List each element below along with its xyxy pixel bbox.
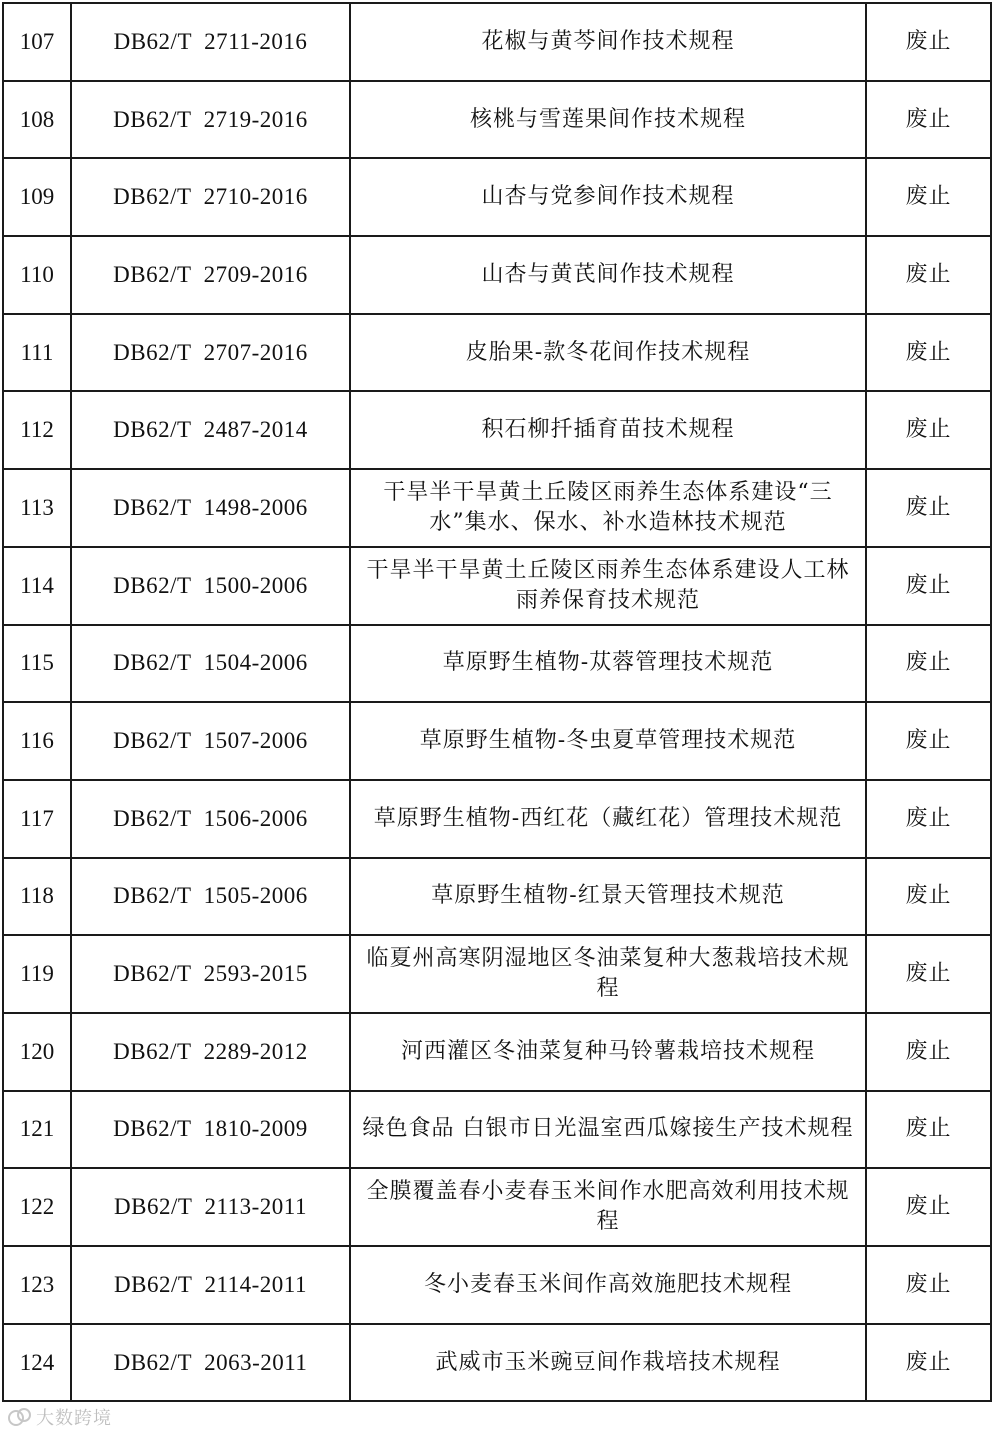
standard-name-cell: 干旱半干旱黄土丘陵区雨养生态体系建设“三水”集水、保水、补水造林技术规范: [350, 469, 866, 547]
standard-name-cell: 草原野生植物-冬虫夏草管理技术规范: [350, 702, 866, 780]
standard-code-cell: DB62/T 2114-2011: [71, 1246, 350, 1324]
table-row: [3, 547, 991, 625]
standard-name-cell: 全膜覆盖春小麦春玉米间作水肥高效利用技术规程: [350, 1168, 866, 1246]
standard-code-cell: DB62/T 2289-2012: [71, 1013, 350, 1091]
standard-name-cell: 绿色食品 白银市日光温室西瓜嫁接生产技术规程: [350, 1091, 866, 1169]
standard-name-cell: 核桃与雪莲果间作技术规程: [350, 81, 866, 159]
status-cell: 废止: [866, 858, 991, 936]
status-cell: 废止: [866, 3, 991, 81]
standard-code-cell: DB62/T 2707-2016: [71, 314, 350, 392]
standard-code-cell: DB62/T 2063-2011: [71, 1324, 350, 1402]
table-row: [3, 3, 991, 81]
row-number-cell: 123: [3, 1246, 71, 1324]
standard-name-cell: 干旱半干旱黄土丘陵区雨养生态体系建设人工林雨养保育技术规范: [350, 547, 866, 625]
standard-code-cell: DB62/T 2719-2016: [71, 81, 350, 159]
row-number-cell: 117: [3, 780, 71, 858]
row-number-cell: 116: [3, 702, 71, 780]
standard-code-cell: DB62/T 1498-2006: [71, 469, 350, 547]
table-row: [3, 625, 991, 703]
standard-code-cell: DB62/T 2711-2016: [71, 3, 350, 81]
standard-code-cell: DB62/T 1506-2006: [71, 780, 350, 858]
standard-code-cell: DB62/T 2593-2015: [71, 935, 350, 1013]
table-row: [3, 1091, 991, 1169]
status-cell: 废止: [866, 702, 991, 780]
status-cell: 废止: [866, 81, 991, 159]
row-number-cell: 119: [3, 935, 71, 1013]
standard-name-cell: 河西灌区冬油菜复种马铃薯栽培技术规程: [350, 1013, 866, 1091]
row-number-cell: 108: [3, 81, 71, 159]
status-cell: 废止: [866, 236, 991, 314]
table-row: [3, 1168, 991, 1246]
row-number-cell: 121: [3, 1091, 71, 1169]
row-number-cell: 109: [3, 158, 71, 236]
row-number-cell: 111: [3, 314, 71, 392]
table-row: [3, 702, 991, 780]
status-cell: 废止: [866, 1246, 991, 1324]
standard-code-cell: DB62/T 1500-2006: [71, 547, 350, 625]
status-cell: 废止: [866, 625, 991, 703]
row-number-cell: 118: [3, 858, 71, 936]
status-cell: 废止: [866, 547, 991, 625]
table-row: [3, 236, 991, 314]
table-row: [3, 1013, 991, 1091]
row-number-cell: 107: [3, 3, 71, 81]
row-number-cell: 115: [3, 625, 71, 703]
standard-name-cell: 临夏州高寒阴湿地区冬油菜复种大葱栽培技术规程: [350, 935, 866, 1013]
standard-name-cell: 草原野生植物-红景天管理技术规范: [350, 858, 866, 936]
row-number-cell: 122: [3, 1168, 71, 1246]
status-cell: 废止: [866, 314, 991, 392]
standards-table: [2, 2, 992, 1402]
status-cell: 废止: [866, 391, 991, 469]
standard-name-cell: 武威市玉米豌豆间作栽培技术规程: [350, 1324, 866, 1402]
table-row: [3, 1246, 991, 1324]
watermark: [8, 1402, 112, 1432]
table-row: [3, 391, 991, 469]
row-number-cell: 120: [3, 1013, 71, 1091]
standard-code-cell: DB62/T 1504-2006: [71, 625, 350, 703]
standard-code-cell: DB62/T 1505-2006: [71, 858, 350, 936]
standard-name-cell: 积石柳扦插育苗技术规程: [350, 391, 866, 469]
standard-name-cell: 山杏与黄芪间作技术规程: [350, 236, 866, 314]
standard-code-cell: DB62/T 1507-2006: [71, 702, 350, 780]
standard-name-cell: 草原野生植物-西红花（藏红花）管理技术规范: [350, 780, 866, 858]
standard-name-cell: 花椒与黄芩间作技术规程: [350, 3, 866, 81]
status-cell: 废止: [866, 780, 991, 858]
status-cell: 废止: [866, 158, 991, 236]
table-row: [3, 1324, 991, 1402]
row-number-cell: 112: [3, 391, 71, 469]
table-row: [3, 158, 991, 236]
standard-name-cell: 冬小麦春玉米间作高效施肥技术规程: [350, 1246, 866, 1324]
standard-code-cell: DB62/T 2487-2014: [71, 391, 350, 469]
table-body: [3, 3, 991, 1401]
row-number-cell: 110: [3, 236, 71, 314]
standard-code-cell: DB62/T 2113-2011: [71, 1168, 350, 1246]
watermark-text: 大数跨境: [36, 1408, 112, 1429]
table-row: [3, 469, 991, 547]
table-row: [3, 780, 991, 858]
standard-name-cell: 山杏与党参间作技术规程: [350, 158, 866, 236]
standard-code-cell: DB62/T 1810-2009: [71, 1091, 350, 1169]
row-number-cell: 113: [3, 469, 71, 547]
table-row: [3, 314, 991, 392]
status-cell: 废止: [866, 935, 991, 1013]
standard-code-cell: DB62/T 2709-2016: [71, 236, 350, 314]
status-cell: 废止: [866, 1324, 991, 1402]
standard-code-cell: DB62/T 2710-2016: [71, 158, 350, 236]
weibo-logo-icon: [8, 1408, 30, 1426]
table-row: [3, 935, 991, 1013]
status-cell: 废止: [866, 1168, 991, 1246]
table-row: [3, 81, 991, 159]
status-cell: 废止: [866, 1013, 991, 1091]
row-number-cell: 124: [3, 1324, 71, 1402]
table-row: [3, 858, 991, 936]
standard-name-cell: 皮胎果-款冬花间作技术规程: [350, 314, 866, 392]
status-cell: 废止: [866, 1091, 991, 1169]
status-cell: 废止: [866, 469, 991, 547]
standard-name-cell: 草原野生植物-苁蓉管理技术规范: [350, 625, 866, 703]
row-number-cell: 114: [3, 547, 71, 625]
